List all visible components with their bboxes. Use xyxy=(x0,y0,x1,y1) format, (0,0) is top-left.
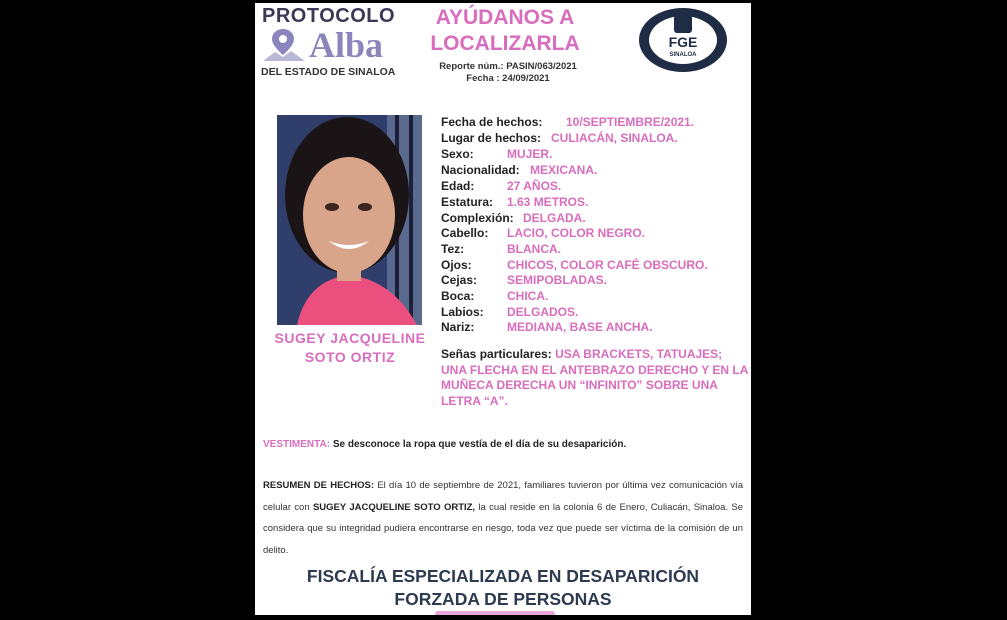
vestimenta-label: VESTIMENTA: xyxy=(263,439,331,450)
detail-row: Cabello: LACIO, COLOR NEGRO. xyxy=(441,226,645,240)
detail-row: Ojos: CHICOS, COLOR CAFÉ OBSCURO. xyxy=(441,258,708,272)
resumen-name: SUGEY JACQUELINE SOTO ORTIZ, xyxy=(312,501,476,513)
alert-poster xyxy=(255,3,751,615)
fge-seal-text: FGE xyxy=(668,34,698,50)
resumen-text-1: El día 10 de septiembre de 2021, familiares tuvieron por última vez comunicación vía celular con xyxy=(263,480,743,513)
alba-word: Alba xyxy=(309,25,384,65)
alba-logo xyxy=(261,27,411,65)
detail-row: Complexión: DELGADA. xyxy=(441,211,586,225)
senas-label: Señas particulares: xyxy=(441,347,552,361)
clothing-note xyxy=(263,439,743,450)
resumen-label: RESUMEN DE HECHOS: xyxy=(263,480,375,491)
detail-row: Nacionalidad: MEXICANA. xyxy=(441,163,598,177)
detail-row: Estatura: 1.63 METROS. xyxy=(441,195,589,209)
distinguishing-marks xyxy=(441,347,751,409)
cut-off-text xyxy=(435,611,555,615)
protocolo-title: PROTOCOLO xyxy=(262,5,396,27)
victim-name-line-1: SUGEY JACQUELINE xyxy=(274,330,426,346)
detail-row: Tez: BLANCA. xyxy=(441,242,561,256)
detail-row: Fecha de hechos: 10/SEPTIEMBRE/2021. xyxy=(441,115,695,129)
fge-seal-subtext: SINALOA xyxy=(669,52,697,58)
report-date: Fecha : 24/09/2021 xyxy=(466,73,550,84)
location-pin-icon xyxy=(261,27,307,65)
detail-row: Edad: 27 AÑOS. xyxy=(441,179,562,193)
fiscalia-footer xyxy=(255,565,751,611)
detail-row: Labios: DELGADOS. xyxy=(441,305,579,319)
detail-row: Lugar de hechos: CULIACÁN, SINALOA. xyxy=(441,131,678,145)
ayudanos-line-2: LOCALIZARLA xyxy=(430,32,580,55)
senas-value: USA BRACKETS, TATUAJES; UNA FLECHA EN EL ANTEBRAZO DERECHO Y EN LA MUÑECA DERECHA UN “INFINITO” SOBRE UNA LETRA “A”. xyxy=(441,347,748,408)
vestimenta-value: Se desconoce la ropa que vestía de el día de su desaparición. xyxy=(332,439,627,450)
fge-seal-icon xyxy=(637,7,729,73)
detail-row: Sexo: MUJER. xyxy=(441,147,553,161)
victim-name-line-2: SOTO ORTIZ xyxy=(304,349,396,365)
detail-row: Cejas: SEMIPOBLADAS. xyxy=(441,273,608,287)
estado-label: DEL ESTADO DE SINALOA xyxy=(261,66,396,78)
report-number: Reporte núm.: PASIN/063/2021 xyxy=(439,61,577,72)
ayudanos-heading xyxy=(415,5,595,57)
detail-row: Boca: CHICA. xyxy=(441,289,549,303)
report-info xyxy=(423,61,593,85)
fiscalia-line-2: FORZADA DE PERSONAS xyxy=(394,589,612,609)
fiscalia-line-1: FISCALÍA ESPECIALIZADA EN DESAPARICIÓN xyxy=(306,566,700,586)
victim-name xyxy=(265,329,435,367)
ayudanos-line-1: AYÚDANOS A xyxy=(435,6,575,29)
resumen-text-2: la cual reside en la colonia 6 de Enero, Culiacán, Sinaloa. Se considera que su integridad pudiera encontrarse en riesgo, toda vez que puede ser víctima de la comisión de un delito. xyxy=(263,501,743,556)
detail-row: Nariz: MEDIANA, BASE ANCHA. xyxy=(441,320,653,334)
summary-paragraph xyxy=(263,475,743,561)
victim-photo xyxy=(277,115,422,325)
